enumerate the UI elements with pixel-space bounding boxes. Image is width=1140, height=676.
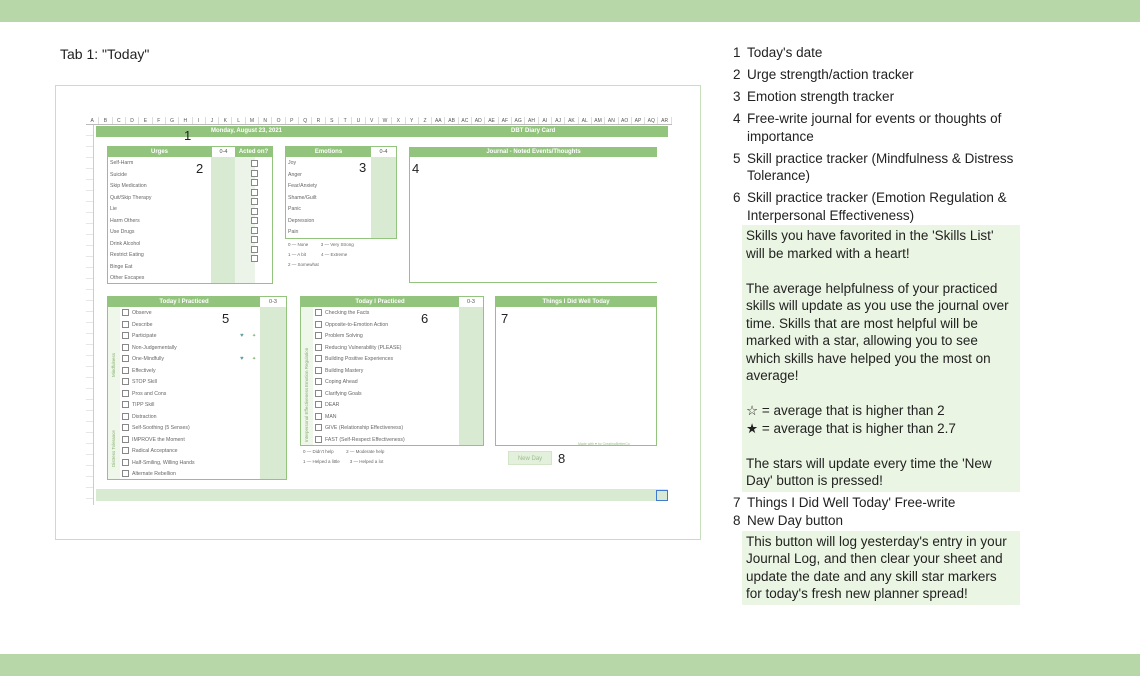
skill-label: Clarifying Goals: [325, 390, 362, 397]
skill-row: [315, 366, 405, 378]
acted-checkbox[interactable]: [251, 198, 258, 205]
column-header[interactable]: AA: [432, 117, 445, 124]
column-header[interactable]: F: [153, 117, 166, 124]
practiced1-header: Today I Practiced: [108, 297, 260, 307]
urge-item: Use Drugs: [110, 229, 135, 235]
skill-label: Half-Smiling, Willing Hands: [132, 459, 195, 466]
new-day-button[interactable]: New Day: [508, 451, 552, 465]
column-header[interactable]: AK: [565, 117, 578, 124]
plegend-0: 0 — Didn't help: [303, 449, 334, 454]
acted-checkbox[interactable]: [251, 236, 258, 243]
skill-row: [315, 400, 405, 412]
skill-row: [315, 354, 405, 366]
urge-item: Harm Others: [110, 217, 140, 224]
card-title: DBT Diary Card: [511, 128, 556, 134]
heart-icon: ♥: [240, 356, 244, 362]
skills-info-text: Skills you have favorited in the 'Skills List' will be marked with a heart! The average helpfulness of your practiced skills will update as you use the journal over time. Skills that are most helpful will be marked with a star, allowing you to see which skills have helped you the most on average! ☆ = average that is higher than 2 ★ = average that is higher than 2.7 The stars will update every time the 'New Day' button is pressed!: [746, 228, 1009, 488]
column-header[interactable]: AP: [632, 117, 645, 124]
urges-header: Urges: [108, 147, 211, 157]
screenshot-frame: [55, 85, 701, 540]
emotion-item: Panic: [288, 206, 301, 212]
emotions-scale: 0-4: [371, 147, 396, 157]
column-header[interactable]: AO: [619, 117, 632, 124]
column-header[interactable]: H: [179, 117, 192, 124]
column-header[interactable]: A: [86, 117, 99, 124]
date-bar: [96, 126, 668, 137]
skill-row: [122, 343, 195, 355]
practiced1-scale: 0-3: [260, 297, 286, 307]
emotion-item: Shame/Guilt: [288, 194, 317, 201]
star-icon: ✦: [252, 356, 257, 362]
column-header[interactable]: AM: [592, 117, 605, 124]
acted-checkbox[interactable]: [251, 170, 258, 177]
things-well-header: Things I Did Well Today: [496, 297, 656, 307]
side-label-emotion-regulation: Emotion Regulation: [304, 347, 309, 387]
skill-label: IMPROVE the Moment: [132, 436, 185, 443]
column-header[interactable]: AB: [445, 117, 458, 124]
skill-label: GIVE (Relationship Effectiveness): [325, 425, 404, 431]
skill-checkbox[interactable]: [122, 401, 129, 408]
side-label-mindfulness: Mindfulness: [111, 352, 116, 377]
skill-row: [122, 458, 195, 470]
skill-checkbox[interactable]: [122, 332, 129, 339]
column-header[interactable]: Y: [406, 117, 419, 124]
urge-item: Self-Harm: [110, 160, 134, 166]
skill-checkbox[interactable]: [315, 321, 322, 328]
emotion-item: Joy: [288, 160, 297, 166]
column-header[interactable]: P: [286, 117, 299, 124]
acted-checkbox[interactable]: [251, 246, 258, 253]
practiced2-score-column: [459, 307, 483, 445]
skill-label: Building Mastery: [325, 367, 364, 374]
skill-checkbox[interactable]: [315, 344, 322, 351]
skill-checkbox[interactable]: [315, 332, 322, 339]
column-header[interactable]: J: [206, 117, 219, 124]
legend-0: 0 — None: [288, 242, 309, 247]
column-header[interactable]: O: [272, 117, 285, 124]
skill-checkbox[interactable]: [315, 309, 322, 316]
skill-row: [122, 400, 195, 412]
urge-item: Binge Eat: [110, 263, 133, 270]
marker-4: 4: [412, 161, 420, 176]
tab-title: Tab 1: "Today": [60, 46, 150, 62]
skill-checkbox[interactable]: [122, 413, 129, 420]
skill-label: One-Mindfully: [132, 356, 165, 362]
column-header[interactable]: X: [392, 117, 405, 124]
plegend-2: 2 — Moderate help: [346, 449, 385, 454]
skill-row: [315, 423, 405, 435]
skill-label: Self-Soothing (5 Senses): [132, 425, 190, 431]
skill-checkbox[interactable]: [315, 436, 322, 443]
heart-icon: ♥: [240, 333, 244, 339]
column-header[interactable]: W: [379, 117, 392, 124]
emotions-score-column: [371, 157, 396, 238]
column-header[interactable]: B: [99, 117, 112, 124]
column-header[interactable]: U: [352, 117, 365, 124]
emotions-panel: [285, 146, 397, 239]
acted-checkboxes: [251, 158, 258, 265]
skill-row: [122, 308, 195, 320]
column-header[interactable]: I: [193, 117, 206, 124]
bottom-band: [0, 654, 1140, 676]
urges-scale: 0-4: [211, 147, 235, 157]
column-header[interactable]: AH: [525, 117, 538, 124]
new-day-info-box: [742, 531, 1020, 605]
journal-area[interactable]: [409, 147, 657, 283]
emotion-item: Depression: [288, 217, 315, 224]
practiced2-list: [315, 308, 405, 446]
column-header[interactable]: AG: [512, 117, 525, 124]
column-header[interactable]: V: [366, 117, 379, 124]
marker-8: 8: [558, 451, 566, 466]
column-header-row: [86, 117, 672, 125]
column-header[interactable]: AJ: [552, 117, 565, 124]
column-header[interactable]: AR: [658, 117, 671, 124]
skill-checkbox[interactable]: [122, 309, 129, 316]
plegend-3: 3 — Helped a lot: [349, 459, 384, 464]
column-header[interactable]: E: [139, 117, 152, 124]
new-day-info-text: This button will log yesterday's entry in your Journal Log, and then clear your sheet and update the date and any skill star markers for today's fresh new planner spread!: [746, 533, 1007, 601]
side-label-interpersonal: Interpersonal Effectiveness: [304, 387, 309, 442]
urge-item: Suicide: [110, 171, 128, 178]
skill-label: MAN: [325, 413, 337, 420]
legend-3: 3 — Very Strong: [320, 242, 354, 247]
skill-checkbox[interactable]: [122, 436, 129, 443]
practiced-panel-1: [107, 296, 287, 480]
acted-checkbox[interactable]: [251, 227, 258, 234]
skill-row: [122, 423, 195, 435]
column-header[interactable]: Z: [419, 117, 432, 124]
column-header[interactable]: D: [126, 117, 139, 124]
side-label-distress-tolerance: Distress Tolerance: [111, 430, 116, 467]
emotions-legend: [288, 240, 354, 270]
skill-label: Describe: [132, 321, 153, 328]
urges-list: [110, 158, 151, 285]
today-date: Monday, August 23, 2021: [211, 128, 283, 134]
column-header[interactable]: K: [219, 117, 232, 124]
practiced2-scale: 0-3: [459, 297, 483, 307]
skill-checkbox[interactable]: [122, 355, 129, 362]
skill-checkbox[interactable]: [122, 321, 129, 328]
skill-row: [122, 412, 195, 424]
skill-label: Radical Acceptance: [132, 448, 178, 454]
skill-row: [315, 389, 405, 401]
urge-item: Skip Medication: [110, 183, 147, 189]
emotion-item: Fear/Anxiety: [288, 183, 318, 189]
skill-checkbox[interactable]: [315, 413, 322, 420]
journal-header: Journal - Noted Events/Thoughts: [410, 147, 657, 157]
emotions-header: Emotions: [286, 147, 371, 157]
urge-item: Quit/Skip Therapy: [110, 194, 152, 201]
note-item: 2 Urge strength/action tracker: [733, 67, 914, 82]
skill-checkbox[interactable]: [315, 424, 322, 431]
urge-item: Other Escapes: [110, 275, 145, 281]
legend-1: 1 — A bit: [288, 252, 307, 257]
legend-4: 4 — Extreme: [321, 252, 348, 257]
skill-label: TIPP Skill: [132, 402, 155, 408]
acted-checkbox[interactable]: [251, 189, 258, 196]
practiced-legend: [303, 447, 384, 467]
practiced1-list: [122, 308, 195, 481]
column-header[interactable]: M: [246, 117, 259, 124]
note-item: 3 Emotion strength tracker: [733, 89, 895, 104]
practiced-panel-2: [300, 296, 484, 446]
skill-label: FAST (Self-Respect Effectiveness): [325, 436, 405, 443]
column-header[interactable]: AQ: [645, 117, 658, 124]
skill-row: [122, 377, 195, 389]
skill-row: [122, 366, 195, 378]
skill-checkbox[interactable]: [122, 470, 129, 477]
acted-checkbox[interactable]: [251, 217, 258, 224]
skills-info-box: [742, 225, 1020, 492]
column-header[interactable]: C: [113, 117, 126, 124]
skill-label: Opposite-to-Emotion Action: [325, 321, 389, 328]
top-band: [0, 0, 1140, 22]
skill-checkbox[interactable]: [315, 367, 322, 374]
spreadsheet: [86, 117, 672, 505]
column-header[interactable]: AE: [485, 117, 498, 124]
column-header[interactable]: R: [312, 117, 325, 124]
column-header[interactable]: AD: [472, 117, 485, 124]
skill-row: [315, 308, 405, 320]
made-with-credit: Made with ♥ by CreatingBetterCo: [578, 442, 630, 446]
urge-item: Drink Alcohol: [110, 240, 141, 247]
emotion-item: Anger: [288, 171, 302, 178]
skill-label: Effectively: [132, 367, 156, 374]
column-header[interactable]: AF: [499, 117, 512, 124]
note-item: 6 Skill practice tracker (Emotion Regulation & Interpersonal Effectiveness): [733, 190, 1007, 223]
column-header[interactable]: T: [339, 117, 352, 124]
skill-checkbox[interactable]: [122, 459, 129, 466]
skill-checkbox[interactable]: [315, 390, 322, 397]
column-header[interactable]: N: [259, 117, 272, 124]
column-header[interactable]: Q: [299, 117, 312, 124]
skill-label: Reducing Vulnerability (PLEASE): [325, 344, 402, 351]
skill-checkbox[interactable]: [122, 447, 129, 454]
marker-6: 6: [421, 311, 429, 326]
row-header-column: [86, 125, 94, 505]
skill-row: [122, 331, 195, 343]
skill-checkbox[interactable]: [122, 378, 129, 385]
note-item: 4 Free-write journal for events or thoughts of importance: [733, 111, 1002, 144]
skill-checkbox[interactable]: [122, 424, 129, 431]
urges-score-column: [211, 157, 235, 283]
column-header[interactable]: AN: [605, 117, 618, 124]
column-header[interactable]: AL: [579, 117, 592, 124]
marker-3: 3: [359, 160, 367, 175]
column-header[interactable]: S: [326, 117, 339, 124]
column-header[interactable]: L: [232, 117, 245, 124]
acted-checkbox[interactable]: [251, 255, 258, 262]
skill-row: [122, 354, 195, 366]
selected-cell[interactable]: [656, 490, 668, 501]
acted-checkbox[interactable]: [251, 208, 258, 215]
legend-2: 2 — Somewhat: [288, 262, 319, 267]
skill-checkbox[interactable]: [315, 401, 322, 408]
skill-checkbox[interactable]: [122, 367, 129, 374]
marker-1: 1: [184, 128, 192, 143]
skill-row: [315, 412, 405, 424]
skill-checkbox[interactable]: [315, 355, 322, 362]
skill-label: STOP Skill: [132, 379, 157, 385]
skill-label: Building Positive Experiences: [325, 356, 394, 362]
skill-row: [122, 469, 195, 481]
acted-header: Acted on?: [235, 147, 272, 157]
skill-checkbox[interactable]: [315, 378, 322, 385]
column-header[interactable]: G: [166, 117, 179, 124]
skill-label: Pros and Cons: [132, 390, 167, 397]
skill-row: [315, 377, 405, 389]
star-icon: ✦: [252, 333, 257, 339]
skill-row: [315, 435, 405, 447]
urges-panel: [107, 146, 273, 284]
acted-checkbox[interactable]: [251, 160, 258, 167]
acted-checkbox[interactable]: [251, 179, 258, 186]
things-well-panel[interactable]: [495, 296, 657, 446]
skill-row: [122, 446, 195, 458]
urge-item: Restrict Eating: [110, 252, 144, 258]
skill-row: [315, 320, 405, 332]
urge-item: Lie: [110, 206, 117, 212]
note-item: 7 Things I Did Well Today' Free-write: [733, 494, 956, 510]
column-header[interactable]: AI: [539, 117, 552, 124]
emotion-item: Pain: [288, 229, 299, 235]
skill-checkbox[interactable]: [122, 344, 129, 351]
plegend-1: 1 — Helped a little: [303, 459, 340, 464]
skill-row: [315, 331, 405, 343]
practiced1-score-column: [260, 307, 286, 479]
marker-2: 2: [196, 161, 204, 176]
note-item: 1 Today's date: [733, 45, 823, 60]
skill-checkbox[interactable]: [122, 390, 129, 397]
marker-5: 5: [222, 311, 230, 326]
skill-label: Coping Ahead: [325, 379, 358, 385]
skill-label: DEAR: [325, 402, 340, 408]
skill-row: [122, 389, 195, 401]
practiced2-header: Today I Practiced: [301, 297, 459, 307]
column-header[interactable]: AC: [459, 117, 472, 124]
notes-list: [730, 44, 1020, 607]
note-item: 8 New Day button: [733, 513, 844, 528]
note-item: 5 Skill practice tracker (Mindfulness & Distress Tolerance): [733, 150, 1014, 183]
sheet-footer-bar: [96, 489, 668, 501]
skill-label: Problem Solving: [325, 333, 363, 339]
skill-label: Checking the Facts: [325, 310, 370, 316]
skill-label: Alternate Rebellion: [132, 471, 176, 477]
skill-row: [122, 320, 195, 332]
emotions-list: [288, 158, 317, 239]
skill-label: Distraction: [132, 413, 157, 420]
skill-row: [122, 435, 195, 447]
skill-label: Observe: [132, 310, 152, 316]
skill-row: [315, 343, 405, 355]
skill-label: Non-Judgementally: [132, 344, 177, 351]
skill-label: Participate: [132, 333, 157, 339]
marker-7: 7: [501, 311, 509, 326]
